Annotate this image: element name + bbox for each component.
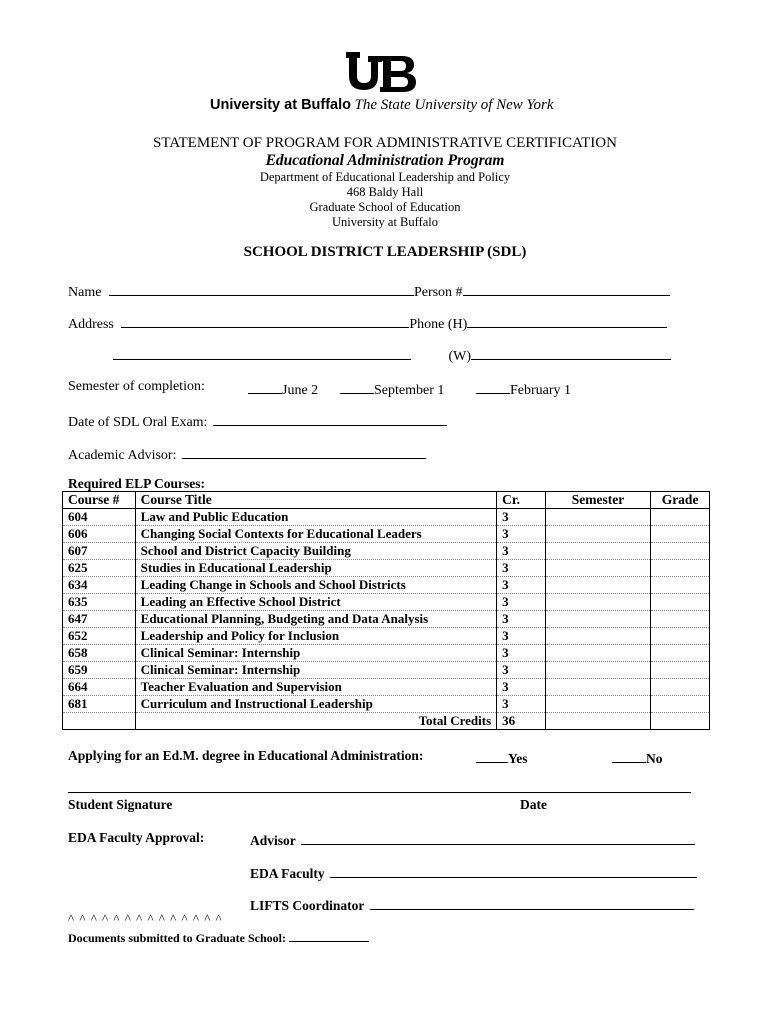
oral-exam-label: Date of SDL Oral Exam: <box>68 415 208 430</box>
course-title: School and District Capacity Building <box>135 543 497 560</box>
advisor-signature-field[interactable] <box>301 830 695 845</box>
table-row <box>63 662 710 679</box>
grade-cell[interactable] <box>651 662 710 679</box>
documents-row <box>68 929 369 946</box>
phone-home-label: Phone (H) <box>409 317 468 332</box>
course-credits: 3 <box>497 628 546 645</box>
lifts-row <box>250 895 694 914</box>
september-label: September 1 <box>374 383 445 398</box>
semester-cell[interactable] <box>545 594 650 611</box>
february-label: February 1 <box>510 383 572 398</box>
university-name: University at Buffalo <box>210 97 351 113</box>
semester-cell[interactable] <box>545 662 650 679</box>
course-title: Changing Social Contexts for Educational Leaders <box>135 526 497 543</box>
table-row <box>63 611 710 628</box>
university-wordmark <box>210 97 554 114</box>
course-credits: 3 <box>497 526 546 543</box>
name-row <box>68 281 670 301</box>
course-credits: 3 <box>497 594 546 611</box>
table-row <box>63 526 710 543</box>
semester-cell[interactable] <box>545 679 650 696</box>
academic-advisor-field[interactable] <box>182 444 426 459</box>
address-field[interactable] <box>121 313 409 328</box>
course-title: Leadership and Policy for Inclusion <box>135 628 497 645</box>
course-credits: 3 <box>497 560 546 577</box>
semester-cell[interactable] <box>545 645 650 662</box>
grade-cell[interactable] <box>651 543 710 560</box>
grade-cell[interactable] <box>651 645 710 662</box>
course-title: Leading Change in Schools and School Districts <box>135 577 497 594</box>
address-field-2[interactable] <box>113 345 411 360</box>
semester-cell[interactable] <box>545 509 650 526</box>
lifts-signature-field[interactable] <box>370 895 694 910</box>
university-system: The State University of New York <box>354 97 554 113</box>
course-number: 652 <box>63 628 136 645</box>
grade-cell[interactable] <box>651 577 710 594</box>
documents-field[interactable] <box>289 929 369 942</box>
course-number: 606 <box>63 526 136 543</box>
total-row <box>63 713 710 730</box>
semester-cell[interactable] <box>545 577 650 594</box>
course-number: 634 <box>63 577 136 594</box>
course-number: 625 <box>63 560 136 577</box>
yes-label: Yes <box>508 751 528 766</box>
total-credits-value: 36 <box>497 713 546 730</box>
caret-divider: ^ ^ ^ ^ ^ ^ ^ ^ ^ ^ ^ ^ ^ ^ <box>68 911 223 926</box>
grade-cell[interactable] <box>651 611 710 628</box>
no-label: No <box>646 751 663 766</box>
grade-cell[interactable] <box>651 526 710 543</box>
address-row-2 <box>113 345 671 365</box>
course-credits: 3 <box>497 509 546 526</box>
table-header-row <box>63 492 710 509</box>
student-signature-label: Student Signature <box>68 797 173 812</box>
course-credits: 3 <box>497 543 546 560</box>
grade-cell[interactable] <box>651 679 710 696</box>
semester-cell[interactable] <box>545 628 650 645</box>
grade-cell[interactable] <box>651 509 710 526</box>
column-header: Grade <box>651 492 710 509</box>
program-name: Educational Administration Program <box>265 152 505 169</box>
table-row <box>63 696 710 713</box>
september-blank[interactable] <box>340 379 374 394</box>
course-number: 658 <box>63 645 136 662</box>
eda-faculty-label: EDA Faculty <box>250 866 325 881</box>
june-blank[interactable] <box>248 379 282 394</box>
course-credits: 3 <box>497 645 546 662</box>
course-credits: 3 <box>497 696 546 713</box>
address-row <box>68 313 667 333</box>
column-header: Semester <box>545 492 650 509</box>
person-number-field[interactable] <box>463 281 670 296</box>
name-label: Name <box>68 285 102 300</box>
course-number: 607 <box>63 543 136 560</box>
course-number: 635 <box>63 594 136 611</box>
column-header: Cr. <box>497 492 546 509</box>
courses-heading: Required ELP Courses: <box>68 476 206 491</box>
column-header: Course Title <box>135 492 497 509</box>
course-number: 659 <box>63 662 136 679</box>
table-row <box>63 560 710 577</box>
phone-work-field[interactable] <box>471 345 671 360</box>
june-label: June 2 <box>282 383 319 398</box>
grade-cell[interactable] <box>651 560 710 577</box>
february-blank[interactable] <box>476 379 510 394</box>
table-row <box>63 509 710 526</box>
course-title: Educational Planning, Budgeting and Data Analysis <box>135 611 497 628</box>
student-signature-line[interactable] <box>68 792 691 793</box>
semester-cell[interactable] <box>545 543 650 560</box>
course-credits: 3 <box>497 577 546 594</box>
semester-cell[interactable] <box>545 560 650 577</box>
degree-yes-option[interactable] <box>476 748 528 767</box>
table-row <box>63 577 710 594</box>
faculty-approval-label: EDA Faculty Approval: <box>68 830 205 845</box>
no-blank[interactable] <box>612 748 646 763</box>
oral-exam-row <box>68 411 447 431</box>
date-label: Date <box>520 797 547 812</box>
advisor-row <box>250 830 695 849</box>
semester-cell[interactable] <box>545 696 650 713</box>
person-number-label: Person # <box>413 285 463 300</box>
track-title: SCHOOL DISTRICT LEADERSHIP (SDL) <box>243 244 527 260</box>
department-room: 468 Baldy Hall <box>346 185 424 199</box>
semester-label: Semester of completion: <box>68 379 205 394</box>
course-title: Clinical Seminar: Internship <box>135 645 497 662</box>
ub-logo <box>340 50 420 94</box>
course-title: Teacher Evaluation and Supervision <box>135 679 497 696</box>
eda-faculty-row <box>250 863 697 882</box>
semester-cell[interactable] <box>545 611 650 628</box>
table-row <box>63 645 710 662</box>
name-field[interactable] <box>109 281 414 296</box>
course-credits: 3 <box>497 662 546 679</box>
september-option[interactable] <box>340 379 444 399</box>
phone-work-label: (W) <box>448 349 472 364</box>
course-number: 604 <box>63 509 136 526</box>
yes-blank[interactable] <box>476 748 508 763</box>
lifts-label: LIFTS Coordinator <box>250 898 365 913</box>
eda-faculty-signature-field[interactable] <box>330 863 697 878</box>
course-number: 681 <box>63 696 136 713</box>
table-row <box>63 594 710 611</box>
documents-label: Documents submitted to Graduate School: <box>68 931 286 945</box>
department-name: Department of Educational Leadership and Policy <box>259 170 511 184</box>
course-title: Curriculum and Instructional Leadership <box>135 696 497 713</box>
academic-advisor-row <box>68 444 426 464</box>
february-option[interactable] <box>476 379 571 399</box>
semester-cell[interactable] <box>545 526 650 543</box>
university-line: University at Buffalo <box>332 215 438 229</box>
form-title: STATEMENT OF PROGRAM FOR ADMINISTRATIVE CERTIFICATION <box>153 135 617 151</box>
grade-cell[interactable] <box>651 594 710 611</box>
course-number: 664 <box>63 679 136 696</box>
degree-question: Applying for an Ed.M. degree in Educational Administration: <box>68 748 424 763</box>
table-row <box>63 679 710 696</box>
address-label: Address <box>68 317 114 332</box>
advisor-label: Advisor <box>250 833 296 848</box>
grade-cell[interactable] <box>651 628 710 645</box>
phone-home-field[interactable] <box>467 313 667 328</box>
june-option[interactable] <box>248 379 318 399</box>
course-title: Clinical Seminar: Internship <box>135 662 497 679</box>
course-number: 647 <box>63 611 136 628</box>
academic-advisor-label: Academic Advisor: <box>68 448 177 463</box>
oral-exam-field[interactable] <box>213 411 447 426</box>
courses-table <box>62 491 710 730</box>
school-name: Graduate School of Education <box>309 200 461 214</box>
course-title: Law and Public Education <box>135 509 497 526</box>
total-credits-label: Total Credits <box>135 713 497 730</box>
course-title: Leading an Effective School District <box>135 594 497 611</box>
table-row <box>63 628 710 645</box>
course-credits: 3 <box>497 611 546 628</box>
grade-cell[interactable] <box>651 696 710 713</box>
table-row <box>63 543 710 560</box>
course-credits: 3 <box>497 679 546 696</box>
course-title: Studies in Educational Leadership <box>135 560 497 577</box>
column-header: Course # <box>63 492 136 509</box>
degree-no-option[interactable] <box>612 748 663 767</box>
